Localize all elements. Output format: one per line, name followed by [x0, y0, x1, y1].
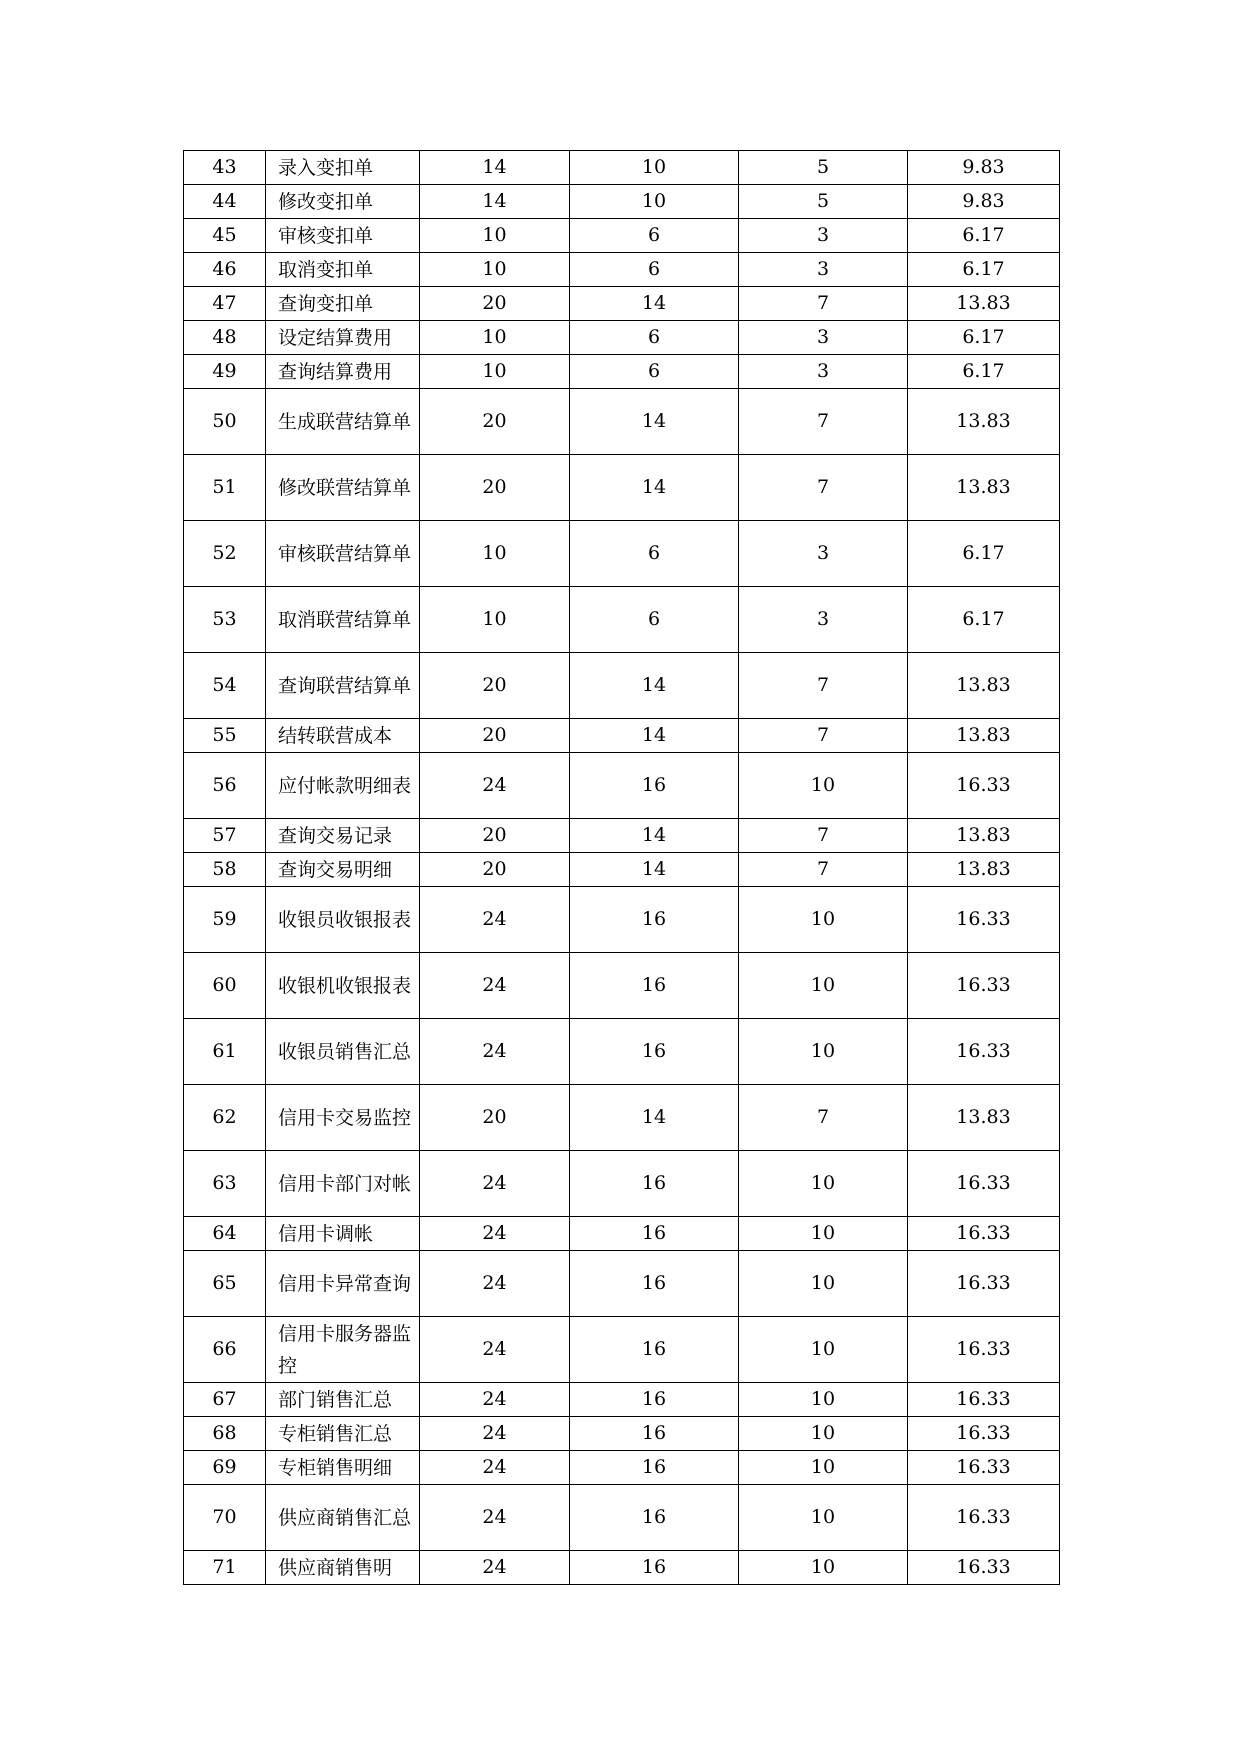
value-b-cell: 16 [570, 1317, 739, 1383]
function-name-cell: 部门销售汇总 [266, 1383, 420, 1417]
value-a-cell: 24 [420, 953, 570, 1019]
value-d-cell: 16.33 [908, 753, 1060, 819]
table-row [184, 355, 1060, 389]
function-name-cell: 应付帐款明细表 [266, 753, 420, 819]
value-b-cell: 16 [570, 1551, 739, 1585]
value-b-cell: 14 [570, 389, 739, 455]
value-b-cell: 14 [570, 819, 739, 853]
value-d-cell: 9.83 [908, 151, 1060, 185]
value-a-cell: 10 [420, 321, 570, 355]
value-a-cell: 20 [420, 719, 570, 753]
table-row [184, 1085, 1060, 1151]
value-d-cell: 13.83 [908, 287, 1060, 321]
value-d-cell: 6.17 [908, 355, 1060, 389]
function-name-cell: 收银员收银报表 [266, 887, 420, 953]
function-name-cell: 专柜销售明细 [266, 1451, 420, 1485]
value-c-cell: 10 [739, 1451, 908, 1485]
row-number-cell: 62 [184, 1085, 266, 1151]
value-b-cell: 14 [570, 287, 739, 321]
function-name-cell: 录入变扣单 [266, 151, 420, 185]
row-number-cell: 56 [184, 753, 266, 819]
value-d-cell: 6.17 [908, 253, 1060, 287]
value-a-cell: 20 [420, 853, 570, 887]
value-c-cell: 10 [739, 1417, 908, 1451]
value-c-cell: 10 [739, 1551, 908, 1585]
row-number-cell: 67 [184, 1383, 266, 1417]
function-name-cell: 结转联营成本 [266, 719, 420, 753]
value-c-cell: 3 [739, 355, 908, 389]
table-row [184, 521, 1060, 587]
row-number-cell: 43 [184, 151, 266, 185]
value-c-cell: 3 [739, 521, 908, 587]
value-b-cell: 6 [570, 587, 739, 653]
value-c-cell: 10 [739, 1151, 908, 1217]
function-name-cell: 供应商销售汇总 [266, 1485, 420, 1551]
value-c-cell: 10 [739, 887, 908, 953]
value-b-cell: 16 [570, 953, 739, 1019]
table-row [184, 719, 1060, 753]
value-b-cell: 16 [570, 887, 739, 953]
value-d-cell: 13.83 [908, 719, 1060, 753]
function-name-cell: 专柜销售汇总 [266, 1417, 420, 1451]
table-row [184, 219, 1060, 253]
table-row [184, 1451, 1060, 1485]
row-number-cell: 47 [184, 287, 266, 321]
value-c-cell: 10 [739, 1251, 908, 1317]
value-d-cell: 16.33 [908, 887, 1060, 953]
value-c-cell: 7 [739, 653, 908, 719]
table-row [184, 185, 1060, 219]
value-a-cell: 20 [420, 455, 570, 521]
function-name-cell: 信用卡交易监控 [266, 1085, 420, 1151]
value-d-cell: 16.33 [908, 1217, 1060, 1251]
table-row [184, 1417, 1060, 1451]
value-c-cell: 7 [739, 1085, 908, 1151]
value-b-cell: 16 [570, 1485, 739, 1551]
value-a-cell: 20 [420, 1085, 570, 1151]
value-a-cell: 20 [420, 389, 570, 455]
table-row [184, 1317, 1060, 1383]
row-number-cell: 55 [184, 719, 266, 753]
row-number-cell: 69 [184, 1451, 266, 1485]
value-d-cell: 16.33 [908, 1019, 1060, 1085]
value-b-cell: 16 [570, 1019, 739, 1085]
value-c-cell: 3 [739, 587, 908, 653]
table-row [184, 321, 1060, 355]
value-c-cell: 7 [739, 287, 908, 321]
function-name-cell: 信用卡服务器监控 [266, 1317, 420, 1383]
row-number-cell: 54 [184, 653, 266, 719]
value-c-cell: 10 [739, 753, 908, 819]
value-d-cell: 16.33 [908, 1383, 1060, 1417]
value-b-cell: 10 [570, 151, 739, 185]
function-name-cell: 取消联营结算单 [266, 587, 420, 653]
function-name-cell: 查询变扣单 [266, 287, 420, 321]
value-d-cell: 16.33 [908, 1485, 1060, 1551]
value-a-cell: 10 [420, 253, 570, 287]
function-name-cell: 设定结算费用 [266, 321, 420, 355]
value-d-cell: 16.33 [908, 1151, 1060, 1217]
value-a-cell: 20 [420, 819, 570, 853]
row-number-cell: 59 [184, 887, 266, 953]
table-row [184, 253, 1060, 287]
value-b-cell: 6 [570, 321, 739, 355]
value-b-cell: 16 [570, 1451, 739, 1485]
table-row [184, 1217, 1060, 1251]
function-name-cell: 收银机收银报表 [266, 953, 420, 1019]
value-d-cell: 13.83 [908, 653, 1060, 719]
table-row [184, 1383, 1060, 1417]
value-b-cell: 10 [570, 185, 739, 219]
table-row [184, 953, 1060, 1019]
row-number-cell: 51 [184, 455, 266, 521]
function-name-cell: 查询结算费用 [266, 355, 420, 389]
value-d-cell: 16.33 [908, 1451, 1060, 1485]
row-number-cell: 70 [184, 1485, 266, 1551]
table-row [184, 287, 1060, 321]
value-d-cell: 16.33 [908, 1251, 1060, 1317]
function-name-cell: 取消变扣单 [266, 253, 420, 287]
row-number-cell: 61 [184, 1019, 266, 1085]
value-b-cell: 6 [570, 253, 739, 287]
row-number-cell: 60 [184, 953, 266, 1019]
function-name-cell: 查询联营结算单 [266, 653, 420, 719]
row-number-cell: 44 [184, 185, 266, 219]
value-a-cell: 20 [420, 287, 570, 321]
value-c-cell: 7 [739, 455, 908, 521]
value-c-cell: 10 [739, 1019, 908, 1085]
value-c-cell: 3 [739, 219, 908, 253]
value-d-cell: 13.83 [908, 853, 1060, 887]
row-number-cell: 49 [184, 355, 266, 389]
table-row [184, 587, 1060, 653]
function-name-cell: 修改联营结算单 [266, 455, 420, 521]
function-name-cell: 修改变扣单 [266, 185, 420, 219]
function-name-cell: 收银员销售汇总 [266, 1019, 420, 1085]
value-c-cell: 5 [739, 185, 908, 219]
value-a-cell: 24 [420, 1417, 570, 1451]
value-a-cell: 24 [420, 1251, 570, 1317]
row-number-cell: 57 [184, 819, 266, 853]
row-number-cell: 66 [184, 1317, 266, 1383]
function-name-cell: 信用卡部门对帐 [266, 1151, 420, 1217]
value-c-cell: 7 [739, 819, 908, 853]
function-name-cell: 生成联营结算单 [266, 389, 420, 455]
table-row [184, 819, 1060, 853]
estimate-table [183, 150, 1060, 1585]
value-b-cell: 6 [570, 521, 739, 587]
row-number-cell: 46 [184, 253, 266, 287]
value-b-cell: 14 [570, 653, 739, 719]
table-row [184, 887, 1060, 953]
table-row [184, 455, 1060, 521]
value-a-cell: 24 [420, 1217, 570, 1251]
value-a-cell: 10 [420, 587, 570, 653]
value-d-cell: 6.17 [908, 587, 1060, 653]
table-row [184, 653, 1060, 719]
value-a-cell: 24 [420, 753, 570, 819]
value-d-cell: 16.33 [908, 953, 1060, 1019]
value-b-cell: 16 [570, 1151, 739, 1217]
value-a-cell: 20 [420, 653, 570, 719]
row-number-cell: 53 [184, 587, 266, 653]
row-number-cell: 48 [184, 321, 266, 355]
value-b-cell: 16 [570, 753, 739, 819]
row-number-cell: 52 [184, 521, 266, 587]
value-d-cell: 13.83 [908, 389, 1060, 455]
value-d-cell: 9.83 [908, 185, 1060, 219]
value-c-cell: 3 [739, 321, 908, 355]
value-d-cell: 13.83 [908, 1085, 1060, 1151]
table-row [184, 853, 1060, 887]
value-a-cell: 24 [420, 1383, 570, 1417]
row-number-cell: 45 [184, 219, 266, 253]
table-row [184, 1019, 1060, 1085]
table-row [184, 1251, 1060, 1317]
value-b-cell: 16 [570, 1217, 739, 1251]
table-row [184, 1485, 1060, 1551]
value-b-cell: 16 [570, 1251, 739, 1317]
row-number-cell: 64 [184, 1217, 266, 1251]
value-c-cell: 10 [739, 953, 908, 1019]
table-row [184, 1151, 1060, 1217]
row-number-cell: 63 [184, 1151, 266, 1217]
function-name-cell: 信用卡调帐 [266, 1217, 420, 1251]
value-c-cell: 7 [739, 719, 908, 753]
row-number-cell: 50 [184, 389, 266, 455]
function-name-cell: 审核联营结算单 [266, 521, 420, 587]
value-a-cell: 10 [420, 355, 570, 389]
row-number-cell: 58 [184, 853, 266, 887]
value-c-cell: 10 [739, 1485, 908, 1551]
row-number-cell: 71 [184, 1551, 266, 1585]
value-c-cell: 5 [739, 151, 908, 185]
value-c-cell: 7 [739, 853, 908, 887]
value-d-cell: 13.83 [908, 819, 1060, 853]
table-body [184, 151, 1060, 1585]
value-a-cell: 24 [420, 1485, 570, 1551]
value-c-cell: 10 [739, 1317, 908, 1383]
value-b-cell: 16 [570, 1383, 739, 1417]
value-b-cell: 6 [570, 219, 739, 253]
value-d-cell: 13.83 [908, 455, 1060, 521]
value-a-cell: 24 [420, 1451, 570, 1485]
value-c-cell: 10 [739, 1217, 908, 1251]
value-a-cell: 14 [420, 151, 570, 185]
table-row [184, 753, 1060, 819]
table-row [184, 151, 1060, 185]
value-a-cell: 10 [420, 219, 570, 253]
function-name-cell: 查询交易明细 [266, 853, 420, 887]
value-a-cell: 24 [420, 1151, 570, 1217]
function-name-cell: 查询交易记录 [266, 819, 420, 853]
table-row [184, 389, 1060, 455]
value-d-cell: 16.33 [908, 1317, 1060, 1383]
value-a-cell: 24 [420, 1317, 570, 1383]
value-b-cell: 6 [570, 355, 739, 389]
value-d-cell: 16.33 [908, 1551, 1060, 1585]
value-b-cell: 14 [570, 1085, 739, 1151]
value-b-cell: 14 [570, 853, 739, 887]
value-d-cell: 16.33 [908, 1417, 1060, 1451]
row-number-cell: 65 [184, 1251, 266, 1317]
row-number-cell: 68 [184, 1417, 266, 1451]
value-b-cell: 14 [570, 455, 739, 521]
value-d-cell: 6.17 [908, 521, 1060, 587]
value-a-cell: 14 [420, 185, 570, 219]
value-c-cell: 10 [739, 1383, 908, 1417]
value-a-cell: 24 [420, 1551, 570, 1585]
value-d-cell: 6.17 [908, 219, 1060, 253]
function-name-cell: 审核变扣单 [266, 219, 420, 253]
function-name-cell: 信用卡异常查询 [266, 1251, 420, 1317]
value-b-cell: 14 [570, 719, 739, 753]
function-name-cell: 供应商销售明 [266, 1551, 420, 1585]
value-a-cell: 10 [420, 521, 570, 587]
table-row [184, 1551, 1060, 1585]
value-c-cell: 7 [739, 389, 908, 455]
value-b-cell: 16 [570, 1417, 739, 1451]
value-c-cell: 3 [739, 253, 908, 287]
value-d-cell: 6.17 [908, 321, 1060, 355]
value-a-cell: 24 [420, 887, 570, 953]
value-a-cell: 24 [420, 1019, 570, 1085]
